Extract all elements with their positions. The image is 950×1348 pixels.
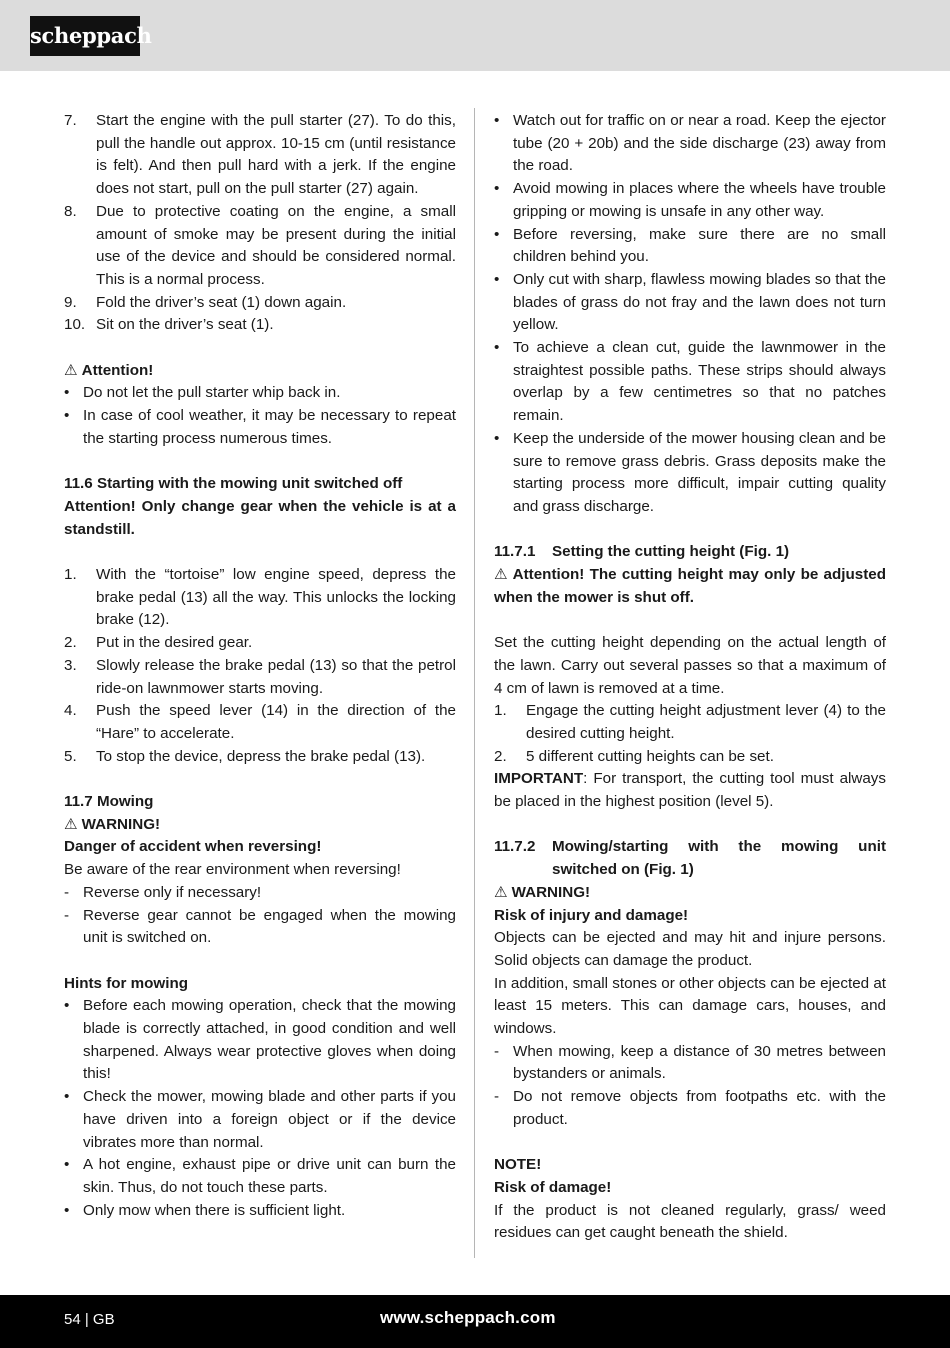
steps-list-b <box>64 564 456 768</box>
list-item: • Before reversing, make sure there are no small children behind you. <box>494 225 886 266</box>
left-column <box>64 110 456 1222</box>
warning-triangle-icon: ⚠ <box>494 883 508 901</box>
warning-triangle-icon: ⚠ <box>64 361 78 379</box>
list-item: - When mowing, keep a distance of 30 metres between bystanders or animals. <box>494 1042 886 1083</box>
list-item: 8. Due to protective coating on the engine, a small amount of smoke may be present during the initial use of the device and should be considered normal. This is a normal process. <box>64 202 456 288</box>
list-item: 3. Slowly release the brake pedal (13) so that the petrol ride-on lawnmower starts moving. <box>64 656 456 697</box>
list-item: • Before each mowing operation, check that the mowing blade is correctly attached, in good condition and well sharpened. Always wear protective gloves when doing this! <box>64 997 456 1083</box>
warning-heading: ⚠ WARNING! <box>64 815 161 833</box>
page-footer <box>0 1295 950 1348</box>
list-item: • To achieve a clean cut, guide the lawnmower in the straightest possible paths. These strips should always overlap by a few centimetres so that no patches remain. <box>494 339 886 425</box>
injury-title: Risk of injury and damage! <box>494 906 689 924</box>
page-header <box>0 0 950 71</box>
website-url: www.scheppach.com <box>380 1308 556 1327</box>
warning-triangle-icon: ⚠ <box>494 566 509 584</box>
list-item: • Avoid mowing in places where the wheels have trouble gripping or mowing is unsafe in any other way. <box>494 180 886 220</box>
section-title-11-7-1: 11.7.1 Setting the cutting height (Fig. 1) <box>494 543 790 561</box>
list-item: • A hot engine, exhaust pipe or drive unit can burn the skin. Thus, do not touch these parts. <box>64 1156 456 1196</box>
list-item: - Reverse gear cannot be engaged when the mowing unit is switched on. <box>64 906 456 947</box>
section-title-11-7-2: 11.7.2 Mowing/starting with the mowing unit switched on (Fig. 1) <box>494 838 886 879</box>
list-item: - Reverse only if necessary! <box>64 883 262 901</box>
damage-text: If the product is not cleaned regularly, grass/ weed residues can get caught beneath the shield. <box>494 1201 886 1242</box>
list-item: • Watch out for traffic on or near a road. Keep the ejector tube (20 + 20b) and the side discharge (23) away from the road. <box>494 112 886 175</box>
list-item: 7. Start the engine with the pull starter (27). To do this, pull the handle out approx. 10-15 cm (until resistance is felt). And then pull hard with a jerk. If the engine does not start, pull on the pull starter (27) again. <box>64 112 456 198</box>
list-item: 4. Push the speed lever (14) in the direction of the “Hare” to accelerate. <box>64 702 456 742</box>
list-item: • Only cut with sharp, flawless mowing blades so that the blades of grass do not fray and the lawn does not turn yellow. <box>494 270 886 334</box>
injury-text-2: In addition, small stones or other objects can be ejected at least 15 meters. This can damage cars, houses, and windows. <box>494 974 886 1038</box>
section-title-11-7: 11.7 Mowing <box>64 793 154 811</box>
warning-heading: ⚠ WARNING! <box>494 883 591 901</box>
steps-list-a <box>64 110 456 337</box>
cutting-height-attention: ⚠ Attention! The cutting height may only be adjusted when the mower is shut off. <box>494 566 886 606</box>
damage-title: Risk of damage! <box>494 1178 612 1196</box>
page-number: 54 | GB <box>64 1311 115 1328</box>
list-item: • Only mow when there is sufficient light. <box>64 1201 346 1219</box>
column-divider <box>474 108 475 1258</box>
hints-title: Hints for mowing <box>64 974 189 992</box>
list-item: 9. Fold the driver’s seat (1) down again. <box>64 293 347 311</box>
list-item: • Keep the underside of the mower housing clean and be sure to remove grass debris. Grass deposits make the starting process more difficult, impair cutting quality and grass discharge. <box>494 429 886 515</box>
right-column <box>494 110 886 1245</box>
list-item: • Do not let the pull starter whip back in. <box>64 384 341 402</box>
list-item: - Do not remove objects from footpaths etc. with the product. <box>494 1088 886 1128</box>
list-item: • In case of cool weather, it may be necessary to repeat the starting process numerous times. <box>64 407 456 447</box>
reversing-text: Be aware of the rear environment when reversing! <box>64 861 401 879</box>
list-item: 10. Sit on the driver’s seat (1). <box>64 316 274 334</box>
scheppach-logo: scheppach <box>30 16 140 56</box>
warning-triangle-icon: ⚠ <box>64 815 78 833</box>
injury-text-1: Objects can be ejected and may hit and injure persons. Solid objects can damage the product. <box>494 929 886 969</box>
note-label: NOTE! <box>494 1156 542 1174</box>
list-item: 2. 5 different cutting heights can be set. <box>494 747 774 765</box>
list-item: 1. Engage the cutting height adjustment lever (4) to the desired cutting height. <box>494 702 886 742</box>
list-item: 1. With the “tortoise” low engine speed, depress the brake pedal (13) all the way. This unlocks the locking brake (12). <box>64 566 456 629</box>
attention-heading: ⚠ Attention! <box>64 361 154 379</box>
list-item: • Check the mower, mowing blade and other parts if you have driven into a foreign object or if the device vibrates more than normal. <box>64 1088 456 1151</box>
list-item: 2. Put in the desired gear. <box>64 634 253 652</box>
gear-change-note: Attention! Only change gear when the vehicle is at a standstill. <box>64 497 456 538</box>
section-title-11-6: 11.6 Starting with the mowing unit switched off <box>64 475 403 493</box>
cutting-height-text: Set the cutting height depending on the actual length of the lawn. Carry out several passes so that a maximum of 4 cm of lawn is removed at a time. <box>494 634 886 697</box>
reversing-danger-title: Danger of accident when reversing! <box>64 838 322 856</box>
important-note: IMPORTANT: For transport, the cutting tool must always be placed in the highest position (level 5). <box>494 770 886 811</box>
list-item: 5. To stop the device, depress the brake pedal (13). <box>64 747 426 765</box>
